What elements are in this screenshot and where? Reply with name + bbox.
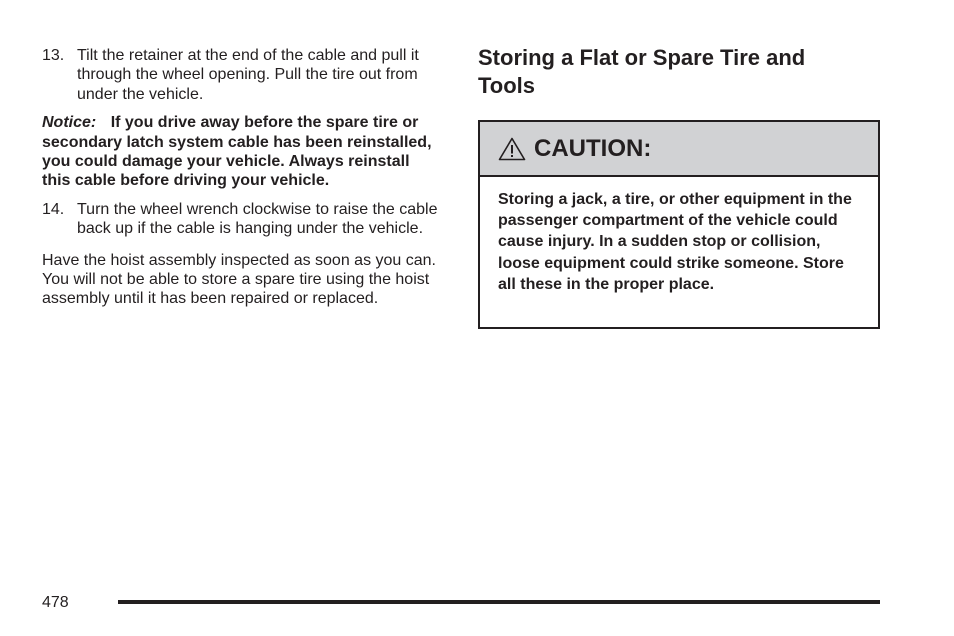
body-paragraph: Have the hoist assembly inspected as soon as you can. You will not be able to store a spare tire using the hoist assembly until it has been repaired or replaced. [42,251,436,308]
step-text: Tilt the retainer at the end of the cable and pull it through the wheel opening. Pull the tire out from under the vehicle. [77,47,419,103]
left-column [42,46,438,309]
page-number: 478 [42,594,69,611]
notice-label: Notice: [42,114,97,132]
footer-rule [118,600,880,604]
caution-header [480,122,878,177]
step-13 [42,46,438,104]
step-number: 14. [42,200,65,218]
step-number: 13. [42,47,65,64]
notice [42,113,438,191]
step-14 [42,200,438,239]
right-column [478,44,880,100]
section-title: Storing a Flat or Spare Tire and Tools [478,45,806,98]
warning-triangle-icon [498,137,526,161]
step-text: Turn the wheel wrench clockwise to raise the cable back up if the cable is hanging under the vehicle. [77,200,438,238]
caution-title: CAUTION: [534,134,652,162]
caution-text: Storing a jack, a tire, or other equipment in the passenger compartment of the vehicle could cause injury. In a sudden stop or collision, loose equipment could strike someone. Store all these in the proper place. [498,191,852,293]
caution-box [478,120,880,329]
notice-text: If you drive away before the spare tire or secondary latch system cable has been reinstalled, you could damage your vehicle. Always reinstall this cable before driving your vehicle. [42,114,432,190]
